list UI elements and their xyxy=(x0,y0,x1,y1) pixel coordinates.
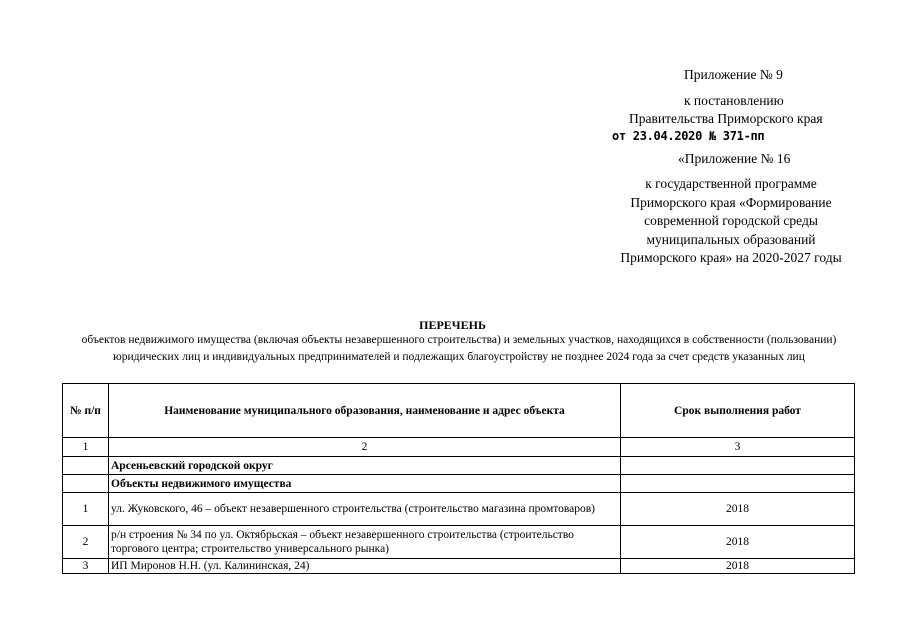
section-real-estate: Объекты недвижимого имущества xyxy=(109,475,621,493)
section-municipality: Арсеньевский городской округ xyxy=(109,457,621,475)
annex-government: Правительства Приморского края xyxy=(629,111,823,126)
table-header-row xyxy=(63,384,855,438)
row-object-text: ул. Жуковского, 46 – объект незавершенного строительства (строительство магазина промтоваров) xyxy=(111,503,595,515)
column-number: 1 xyxy=(63,438,109,457)
document-subtitle: объектов недвижимого имущества (включая объекты незавершенного строительства) и земельных участков, находящихся в собственности (пользовании) юридических лиц и индивидуальных предпринимателей и подлежащих благоустройству не позднее 2024 года за счет средств указанных лиц xyxy=(81,334,837,363)
program-reference: к государственной программе Приморского края «Формирование современной городской среды муниципальных образований Приморского края» на 2020-2027 годы xyxy=(620,176,842,265)
table-row xyxy=(63,526,855,559)
header-name: Наименование муниципального образования, наименование и адрес объекта xyxy=(109,384,621,438)
column-number: 2 xyxy=(109,438,621,457)
empty-cell xyxy=(621,475,855,493)
empty-cell xyxy=(621,457,855,475)
header-number: № п/п xyxy=(63,384,109,438)
document-title: ПЕРЕЧЕНЬ xyxy=(419,318,486,332)
row-number: 3 xyxy=(63,559,109,574)
row-object xyxy=(109,493,621,526)
inner-annex-number: «Приложение № 16 xyxy=(678,151,791,166)
objects-table xyxy=(62,383,855,574)
annex-to: к постановлению xyxy=(684,93,784,108)
row-object xyxy=(109,559,621,574)
section-row xyxy=(63,457,855,475)
table-row xyxy=(63,559,855,574)
table-row xyxy=(63,493,855,526)
annex-number: Приложение № 9 xyxy=(684,67,783,82)
row-term: 2018 xyxy=(621,493,855,526)
row-object-text: р/н строения № 34 по ул. Октябрьская – объект незавершенного строительства (строительство торгового центра; строительство универсального рынка) xyxy=(111,529,574,555)
empty-cell xyxy=(63,457,109,475)
column-numbers-row xyxy=(63,438,855,457)
section-row xyxy=(63,475,855,493)
row-number: 2 xyxy=(63,526,109,559)
row-term: 2018 xyxy=(621,559,855,574)
column-number: 3 xyxy=(621,438,855,457)
row-object-text: ИП Миронов Н.Н. (ул. Калининская, 24) xyxy=(111,560,310,572)
empty-cell xyxy=(63,475,109,493)
row-object xyxy=(109,526,621,559)
annex-date-line: от 23.04.2020 № 371-пп xyxy=(612,129,765,143)
header-term: Срок выполнения работ xyxy=(621,384,855,438)
row-number: 1 xyxy=(63,493,109,526)
row-term: 2018 xyxy=(621,526,855,559)
